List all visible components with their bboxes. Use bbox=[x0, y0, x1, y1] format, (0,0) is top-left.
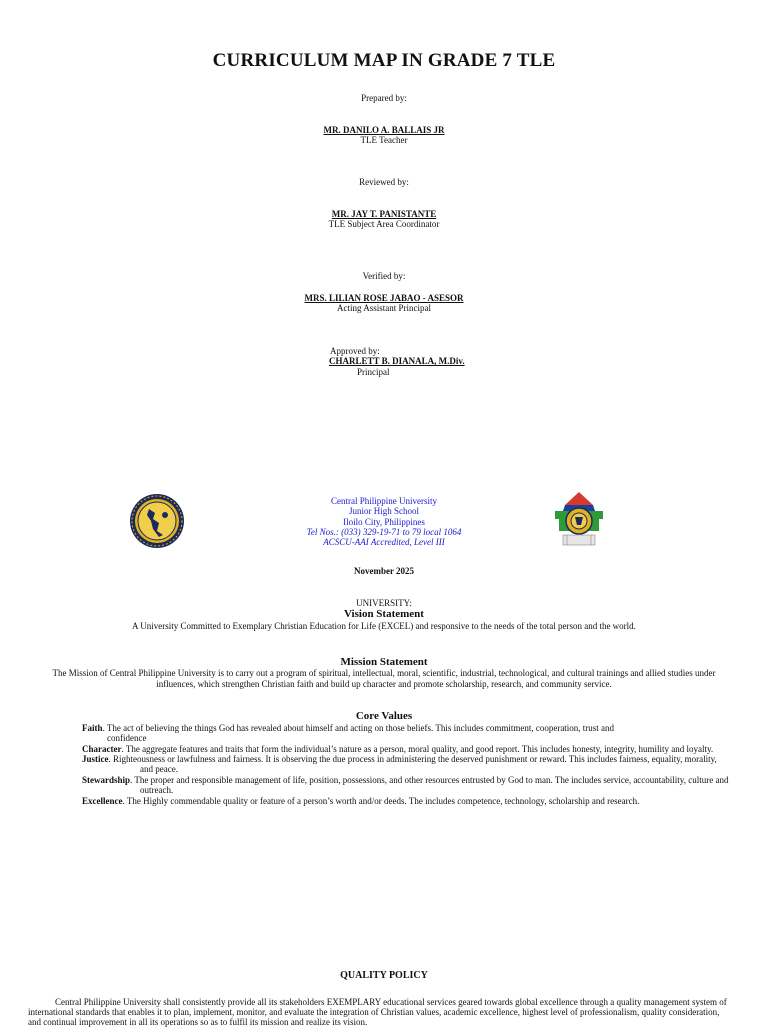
core-value-stewardship-cont: outreach. bbox=[140, 785, 174, 795]
vision-heading: Vision Statement bbox=[344, 608, 424, 620]
core-value-faith bbox=[82, 723, 742, 734]
approved-label: Approved by: bbox=[330, 346, 380, 356]
school-tel: Tel Nos.: (033) 329-19-71 to 79 local 1064 bbox=[306, 527, 462, 537]
core-value-term: Faith bbox=[82, 723, 103, 733]
core-value-justice bbox=[82, 754, 742, 765]
vision-text: A University Committed to Exemplary Christian Education for Life (EXCEL) and responsive to the needs of the total person and the world. bbox=[132, 621, 636, 631]
school-city: Iloilo City, Philippines bbox=[343, 517, 425, 527]
core-value-excellence bbox=[82, 796, 742, 807]
quality-policy-line3: and continual improvement in all its operations so as to fulfil its mission and realize its vision. bbox=[28, 1017, 368, 1027]
verified-name: MRS. LILIAN ROSE JABAO - ASESOR bbox=[304, 293, 464, 303]
core-value-text: . The Highly commendable quality or feature of a person’s worth and/or deeds. The includes competence, technology, scholarship and research. bbox=[122, 796, 640, 806]
mission-text-line2: influences, which strengthen Christian faith and build up character and promote scholarship, research, and community service. bbox=[156, 679, 612, 689]
quality-policy-line2: international standards that enables it to plan, implement, monitor, and evaluate the integration of Christian values, academic excellence, highest level of professionalism, quality consideration, bbox=[28, 1007, 720, 1017]
school-name: Central Philippine University bbox=[331, 496, 437, 506]
document-date: November 2025 bbox=[353, 566, 415, 576]
quality-policy-line1: Central Philippine University shall consistently provide all its stakeholders EXEMPLARY educational services geared towards global excellence through a quality management system of bbox=[55, 997, 727, 1007]
university-label: UNIVERSITY: bbox=[356, 598, 412, 608]
core-value-term: Stewardship bbox=[82, 775, 131, 785]
verified-role: Acting Assistant Principal bbox=[337, 303, 431, 313]
prepared-name: MR. DANILO A. BALLAIS JR bbox=[323, 125, 445, 135]
reviewed-label: Reviewed by: bbox=[359, 177, 409, 187]
prepared-role: TLE Teacher bbox=[360, 135, 408, 145]
reviewed-name: MR. JAY T. PANISTANTE bbox=[331, 209, 437, 219]
mission-heading: Mission Statement bbox=[340, 656, 428, 668]
approved-role: Principal bbox=[357, 367, 390, 377]
core-value-text: . The proper and responsible management of life, position, possessions, and other resources entrusted by God to man. The includes service, accountability, culture and bbox=[130, 775, 729, 785]
core-value-term: Excellence bbox=[82, 796, 123, 806]
quality-policy-heading: QUALITY POLICY bbox=[340, 970, 428, 981]
core-value-term: Character bbox=[82, 744, 122, 754]
core-value-term: Justice bbox=[82, 754, 109, 764]
mission-text-line1: The Mission of Central Philippine University is to carry out a program of spiritual, intellectual, moral, scientific, industrial, technological, and cultural trainings and allied studies under bbox=[52, 668, 716, 678]
document-title: CURRICULUM MAP IN GRADE 7 TLE bbox=[212, 50, 556, 71]
reviewed-role: TLE Subject Area Coordinator bbox=[328, 219, 440, 229]
junior-high-school-logo bbox=[551, 491, 607, 549]
school-division: Junior High School bbox=[348, 506, 419, 516]
school-accreditation: ACSCU-AAI Accredited, Level III bbox=[323, 537, 445, 547]
core-value-text: . The act of believing the things God has revealed about himself and acting on those beliefs. This includes commitment, cooperation, trust and bbox=[102, 723, 615, 733]
core-values-heading: Core Values bbox=[355, 710, 413, 722]
core-value-faith-cont: confidence bbox=[107, 733, 147, 743]
approved-name: CHARLETT B. DIANALA, M.Div. bbox=[329, 356, 465, 366]
core-value-stewardship bbox=[82, 775, 742, 786]
core-value-text: . Righteousness or lawfulness and fairness. It is observing the due process in administering the deserved punishment or reward. This includes fairness, equality, morality, bbox=[108, 754, 717, 764]
verified-label: Verified by: bbox=[362, 271, 406, 281]
core-value-text: . The aggregate features and traits that form the individual’s nature as a person, moral quality, and good report. This includes honesty, integrity, humility and loyalty. bbox=[121, 744, 714, 754]
core-value-justice-cont: and peace. bbox=[140, 764, 178, 774]
prepared-label: Prepared by: bbox=[361, 93, 407, 103]
